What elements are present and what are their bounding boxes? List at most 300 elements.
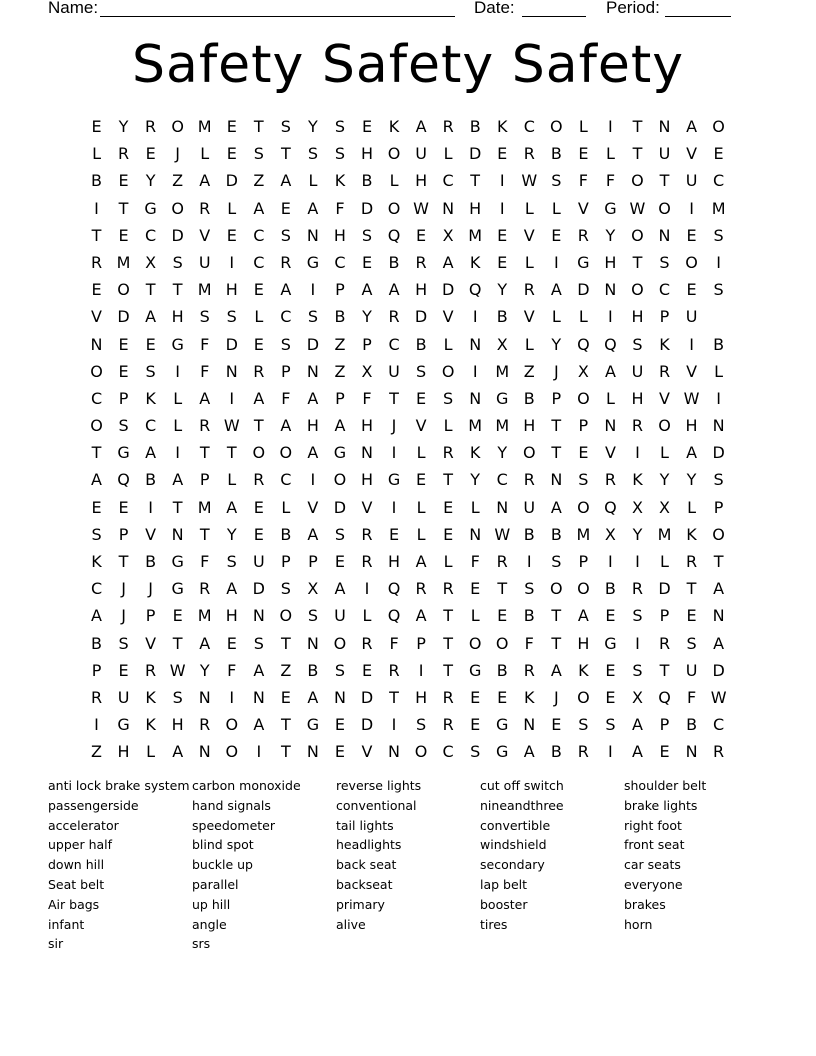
- grid-letter[interactable]: D: [712, 443, 725, 463]
- grid-letter[interactable]: J: [553, 687, 559, 707]
- grid-letter[interactable]: T: [226, 443, 237, 463]
- grid-letter[interactable]: S: [713, 280, 724, 300]
- grid-letter[interactable]: T: [91, 443, 102, 463]
- grid-letter[interactable]: T: [443, 470, 454, 490]
- grid-letter[interactable]: G: [117, 443, 130, 463]
- grid-letter[interactable]: E: [118, 497, 129, 517]
- grid-letter[interactable]: S: [334, 660, 346, 680]
- grid-letter[interactable]: H: [171, 307, 184, 327]
- grid-letter[interactable]: S: [713, 470, 724, 490]
- grid-letter[interactable]: T: [632, 144, 643, 164]
- grid-letter[interactable]: G: [333, 443, 347, 463]
- grid-letter[interactable]: D: [577, 280, 590, 300]
- grid-letter[interactable]: K: [469, 443, 481, 463]
- grid-letter[interactable]: R: [118, 144, 130, 164]
- grid-letter[interactable]: B: [91, 171, 103, 191]
- grid-letter[interactable]: H: [360, 470, 373, 490]
- grid-letter[interactable]: U: [388, 361, 400, 381]
- grid-letter[interactable]: V: [577, 198, 589, 218]
- grid-letter[interactable]: L: [416, 524, 426, 544]
- grid-letter[interactable]: N: [712, 416, 725, 436]
- grid-letter[interactable]: E: [470, 579, 481, 599]
- grid-letter[interactable]: C: [658, 280, 671, 300]
- grid-letter[interactable]: T: [470, 171, 481, 191]
- grid-letter[interactable]: S: [713, 225, 724, 245]
- grid-letter[interactable]: F: [686, 687, 697, 707]
- grid-letter[interactable]: D: [441, 280, 455, 300]
- grid-letter[interactable]: O: [712, 117, 725, 136]
- grid-letter[interactable]: B: [91, 633, 103, 653]
- grid-letter[interactable]: F: [227, 660, 237, 680]
- grid-letter[interactable]: P: [659, 715, 670, 735]
- grid-letter[interactable]: I: [148, 497, 153, 517]
- grid-letter[interactable]: G: [496, 715, 509, 735]
- grid-letter[interactable]: Q: [387, 225, 401, 245]
- grid-letter[interactable]: E: [91, 117, 102, 136]
- grid-letter[interactable]: H: [360, 144, 373, 164]
- grid-letter[interactable]: S: [307, 144, 318, 164]
- grid-letter[interactable]: O: [495, 633, 509, 653]
- grid-letter[interactable]: O: [441, 361, 455, 381]
- grid-letter[interactable]: S: [199, 307, 210, 327]
- grid-letter[interactable]: E: [686, 225, 697, 245]
- grid-letter[interactable]: S: [145, 361, 156, 381]
- grid-letter[interactable]: E: [551, 225, 562, 245]
- grid-letter[interactable]: T: [172, 633, 183, 653]
- grid-letter[interactable]: A: [686, 443, 698, 463]
- grid-letter[interactable]: Q: [387, 579, 401, 599]
- grid-letter[interactable]: C: [496, 470, 508, 490]
- grid-letter[interactable]: U: [685, 171, 698, 191]
- grid-letter[interactable]: R: [442, 117, 454, 136]
- grid-letter[interactable]: M: [468, 416, 483, 436]
- grid-letter[interactable]: Z: [334, 334, 346, 354]
- grid-letter[interactable]: H: [415, 687, 428, 707]
- grid-letter[interactable]: R: [90, 252, 103, 272]
- grid-letter[interactable]: K: [632, 470, 643, 490]
- grid-letter[interactable]: W: [223, 416, 240, 436]
- grid-letter[interactable]: H: [604, 252, 617, 272]
- grid-letter[interactable]: O: [171, 198, 184, 218]
- date-field[interactable]: [522, 0, 586, 17]
- grid-letter[interactable]: S: [118, 416, 129, 436]
- grid-letter[interactable]: R: [442, 579, 454, 599]
- grid-letter[interactable]: Y: [632, 524, 643, 544]
- grid-letter[interactable]: B: [388, 252, 400, 272]
- grid-letter[interactable]: D: [414, 307, 428, 327]
- grid-letter[interactable]: T: [118, 552, 129, 571]
- grid-letter[interactable]: H: [225, 606, 238, 626]
- grid-letter[interactable]: V: [604, 443, 616, 463]
- grid-letter[interactable]: K: [145, 388, 156, 408]
- grid-letter[interactable]: E: [416, 225, 427, 245]
- grid-letter[interactable]: O: [468, 633, 482, 653]
- grid-letter[interactable]: M: [197, 117, 212, 136]
- grid-letter[interactable]: O: [550, 117, 563, 136]
- grid-letter[interactable]: N: [469, 388, 482, 408]
- grid-letter[interactable]: O: [577, 497, 590, 517]
- grid-letter[interactable]: H: [469, 198, 482, 218]
- grid-letter[interactable]: G: [468, 660, 482, 680]
- grid-letter[interactable]: R: [199, 198, 211, 218]
- grid-letter[interactable]: I: [94, 715, 99, 735]
- grid-letter[interactable]: N: [604, 280, 617, 300]
- grid-letter[interactable]: R: [631, 579, 644, 599]
- grid-letter[interactable]: G: [604, 633, 617, 653]
- grid-letter[interactable]: F: [470, 552, 480, 571]
- grid-letter[interactable]: A: [280, 280, 292, 300]
- grid-letter[interactable]: F: [335, 198, 345, 218]
- grid-letter[interactable]: E: [253, 280, 264, 300]
- grid-letter[interactable]: R: [604, 470, 616, 490]
- grid-letter[interactable]: A: [91, 470, 102, 490]
- grid-letter[interactable]: S: [172, 687, 183, 707]
- grid-letter[interactable]: T: [686, 579, 697, 599]
- grid-letter[interactable]: I: [635, 633, 640, 653]
- grid-letter[interactable]: E: [226, 633, 237, 653]
- grid-letter[interactable]: D: [360, 687, 374, 707]
- grid-letter[interactable]: K: [686, 524, 697, 544]
- grid-letter[interactable]: I: [391, 715, 397, 735]
- grid-letter[interactable]: A: [145, 307, 157, 327]
- grid-letter[interactable]: M: [197, 280, 212, 300]
- grid-letter[interactable]: I: [499, 198, 505, 218]
- grid-letter[interactable]: F: [578, 171, 588, 191]
- grid-letter[interactable]: L: [254, 307, 264, 327]
- grid-letter[interactable]: C: [280, 307, 292, 327]
- grid-letter[interactable]: A: [686, 117, 698, 136]
- grid-letter[interactable]: P: [551, 388, 562, 408]
- grid-letter[interactable]: A: [307, 198, 319, 218]
- grid-letter[interactable]: I: [175, 443, 181, 463]
- grid-letter[interactable]: C: [90, 388, 103, 408]
- grid-letter[interactable]: N: [658, 117, 671, 136]
- grid-letter[interactable]: L: [714, 361, 724, 381]
- grid-letter[interactable]: T: [172, 280, 183, 300]
- grid-letter[interactable]: N: [171, 524, 184, 544]
- grid-letter[interactable]: L: [551, 307, 561, 327]
- grid-letter[interactable]: H: [577, 633, 590, 653]
- grid-letter[interactable]: O: [333, 633, 347, 653]
- grid-letter[interactable]: D: [225, 334, 238, 354]
- grid-letter[interactable]: R: [415, 252, 427, 272]
- grid-letter[interactable]: C: [713, 715, 725, 735]
- grid-letter[interactable]: B: [415, 334, 427, 354]
- grid-letter[interactable]: N: [252, 606, 265, 626]
- grid-letter[interactable]: S: [226, 307, 237, 327]
- grid-letter[interactable]: L: [227, 470, 237, 490]
- grid-letter[interactable]: Y: [199, 660, 210, 680]
- grid-letter[interactable]: D: [333, 497, 347, 517]
- grid-letter[interactable]: A: [145, 443, 157, 463]
- grid-letter[interactable]: O: [712, 524, 725, 544]
- grid-letter[interactable]: X: [631, 687, 643, 707]
- grid-letter[interactable]: P: [335, 388, 345, 408]
- grid-letter[interactable]: K: [659, 334, 670, 354]
- grid-letter[interactable]: M: [657, 524, 672, 544]
- grid-letter[interactable]: E: [713, 144, 724, 164]
- grid-letter[interactable]: N: [685, 742, 698, 762]
- grid-letter[interactable]: I: [229, 687, 235, 707]
- grid-letter[interactable]: O: [631, 280, 644, 300]
- grid-letter[interactable]: O: [685, 252, 698, 272]
- grid-letter[interactable]: O: [658, 198, 671, 218]
- grid-letter[interactable]: T: [280, 144, 291, 164]
- grid-letter[interactable]: D: [117, 307, 130, 327]
- grid-letter[interactable]: E: [361, 252, 373, 272]
- grid-letter[interactable]: O: [577, 687, 590, 707]
- grid-letter[interactable]: W: [413, 198, 429, 218]
- grid-letter[interactable]: O: [279, 443, 293, 463]
- grid-letter[interactable]: R: [199, 715, 211, 735]
- grid-letter[interactable]: V: [91, 307, 102, 327]
- grid-letter[interactable]: L: [524, 252, 534, 272]
- grid-letter[interactable]: S: [118, 633, 129, 653]
- grid-letter[interactable]: K: [388, 117, 400, 136]
- grid-letter[interactable]: U: [685, 307, 698, 327]
- grid-letter[interactable]: R: [523, 144, 535, 164]
- grid-letter[interactable]: N: [361, 443, 373, 463]
- grid-letter[interactable]: D: [360, 715, 374, 735]
- grid-letter[interactable]: M: [576, 524, 591, 544]
- grid-letter[interactable]: G: [306, 715, 320, 735]
- grid-letter[interactable]: A: [577, 606, 589, 626]
- grid-letter[interactable]: Y: [686, 470, 697, 490]
- grid-letter[interactable]: M: [711, 198, 726, 218]
- grid-letter[interactable]: J: [553, 361, 559, 381]
- grid-letter[interactable]: T: [551, 606, 562, 626]
- grid-letter[interactable]: E: [253, 497, 264, 517]
- grid-letter[interactable]: E: [578, 443, 589, 463]
- grid-letter[interactable]: R: [658, 361, 671, 381]
- grid-letter[interactable]: Y: [659, 470, 670, 490]
- grid-letter[interactable]: P: [416, 633, 426, 653]
- grid-letter[interactable]: I: [635, 443, 640, 463]
- grid-letter[interactable]: E: [443, 497, 454, 517]
- grid-letter[interactable]: E: [497, 252, 508, 272]
- grid-letter[interactable]: Y: [497, 443, 508, 463]
- grid-letter[interactable]: B: [496, 307, 508, 327]
- grid-letter[interactable]: P: [578, 552, 589, 571]
- grid-letter[interactable]: G: [171, 552, 184, 571]
- grid-letter[interactable]: V: [659, 388, 670, 408]
- grid-letter[interactable]: R: [90, 687, 103, 707]
- grid-letter[interactable]: A: [713, 579, 725, 599]
- grid-letter[interactable]: P: [199, 470, 210, 490]
- grid-letter[interactable]: X: [442, 225, 454, 245]
- grid-letter[interactable]: A: [713, 633, 725, 653]
- grid-letter[interactable]: M: [495, 416, 510, 436]
- grid-letter[interactable]: A: [604, 361, 616, 381]
- grid-letter[interactable]: P: [118, 524, 129, 544]
- grid-letter[interactable]: T: [443, 660, 454, 680]
- grid-letter[interactable]: T: [253, 416, 264, 436]
- grid-letter[interactable]: A: [226, 579, 238, 599]
- grid-letter[interactable]: R: [658, 633, 671, 653]
- grid-letter[interactable]: L: [687, 497, 697, 517]
- grid-letter[interactable]: E: [118, 171, 129, 191]
- grid-letter[interactable]: H: [117, 742, 130, 762]
- grid-letter[interactable]: R: [253, 361, 265, 381]
- grid-letter[interactable]: H: [333, 225, 346, 245]
- grid-letter[interactable]: W: [710, 687, 727, 707]
- grid-letter[interactable]: F: [362, 388, 372, 408]
- grid-letter[interactable]: I: [418, 660, 424, 680]
- grid-letter[interactable]: W: [521, 171, 538, 191]
- grid-letter[interactable]: S: [280, 117, 291, 136]
- grid-letter[interactable]: R: [523, 280, 535, 300]
- grid-letter[interactable]: A: [253, 660, 265, 680]
- grid-letter[interactable]: E: [497, 606, 508, 626]
- grid-letter[interactable]: T: [280, 633, 291, 653]
- grid-letter[interactable]: L: [578, 307, 588, 327]
- grid-letter[interactable]: L: [389, 171, 399, 191]
- grid-letter[interactable]: N: [469, 334, 482, 354]
- grid-letter[interactable]: I: [689, 334, 694, 354]
- grid-letter[interactable]: I: [94, 198, 99, 218]
- grid-letter[interactable]: K: [91, 552, 102, 571]
- grid-letter[interactable]: S: [280, 579, 291, 599]
- grid-letter[interactable]: J: [121, 606, 126, 626]
- grid-letter[interactable]: I: [608, 117, 613, 136]
- grid-letter[interactable]: E: [497, 687, 508, 707]
- grid-letter[interactable]: S: [551, 171, 562, 191]
- grid-letter[interactable]: Z: [523, 361, 535, 381]
- grid-letter[interactable]: A: [307, 524, 319, 544]
- grid-letter[interactable]: D: [252, 579, 265, 599]
- grid-letter[interactable]: R: [442, 443, 454, 463]
- grid-letter[interactable]: O: [279, 606, 293, 626]
- grid-letter[interactable]: P: [659, 606, 670, 626]
- grid-letter[interactable]: U: [631, 361, 644, 381]
- grid-letter[interactable]: H: [415, 171, 428, 191]
- grid-letter[interactable]: V: [145, 524, 157, 544]
- grid-letter[interactable]: O: [225, 742, 239, 762]
- grid-letter[interactable]: Z: [280, 660, 292, 680]
- grid-letter[interactable]: B: [550, 742, 562, 762]
- grid-letter[interactable]: O: [171, 117, 184, 136]
- grid-letter[interactable]: O: [225, 715, 239, 735]
- grid-letter[interactable]: F: [200, 552, 210, 571]
- grid-letter[interactable]: E: [91, 280, 102, 300]
- grid-letter[interactable]: G: [171, 579, 184, 599]
- grid-letter[interactable]: A: [550, 280, 562, 300]
- grid-letter[interactable]: T: [551, 416, 562, 436]
- grid-letter[interactable]: A: [631, 715, 643, 735]
- grid-letter[interactable]: I: [553, 252, 559, 272]
- grid-letter[interactable]: L: [200, 144, 210, 164]
- grid-letter[interactable]: B: [145, 470, 157, 490]
- grid-letter[interactable]: B: [145, 552, 157, 571]
- grid-letter[interactable]: D: [225, 171, 238, 191]
- grid-letter[interactable]: O: [522, 443, 536, 463]
- grid-letter[interactable]: N: [225, 361, 238, 381]
- grid-letter[interactable]: W: [629, 198, 646, 218]
- grid-letter[interactable]: Q: [117, 470, 130, 490]
- grid-letter[interactable]: E: [497, 225, 508, 245]
- grid-letter[interactable]: B: [361, 171, 373, 191]
- grid-letter[interactable]: I: [256, 742, 262, 762]
- grid-letter[interactable]: D: [469, 144, 482, 164]
- grid-letter[interactable]: E: [226, 117, 237, 136]
- grid-letter[interactable]: I: [635, 552, 640, 571]
- grid-letter[interactable]: E: [361, 660, 373, 680]
- grid-letter[interactable]: S: [551, 552, 562, 571]
- period-field[interactable]: [665, 0, 731, 17]
- grid-letter[interactable]: X: [361, 361, 373, 381]
- grid-letter[interactable]: R: [577, 225, 589, 245]
- grid-letter[interactable]: T: [389, 388, 399, 408]
- grid-letter[interactable]: B: [550, 144, 562, 164]
- grid-letter[interactable]: L: [281, 497, 291, 517]
- grid-letter[interactable]: I: [310, 470, 316, 490]
- grid-letter[interactable]: Q: [468, 280, 482, 300]
- grid-letter[interactable]: B: [713, 334, 725, 354]
- grid-letter[interactable]: Y: [605, 225, 616, 245]
- grid-letter[interactable]: Q: [577, 334, 590, 354]
- grid-letter[interactable]: N: [388, 742, 401, 762]
- grid-letter[interactable]: E: [659, 742, 670, 762]
- grid-letter[interactable]: G: [604, 198, 617, 218]
- grid-letter[interactable]: E: [578, 144, 589, 164]
- grid-letter[interactable]: C: [280, 470, 292, 490]
- grid-letter[interactable]: Y: [362, 307, 372, 327]
- grid-letter[interactable]: T: [497, 579, 508, 599]
- grid-letter[interactable]: H: [415, 280, 428, 300]
- grid-letter[interactable]: P: [308, 552, 318, 571]
- grid-letter[interactable]: R: [713, 742, 725, 762]
- grid-letter[interactable]: V: [442, 307, 454, 327]
- grid-letter[interactable]: K: [145, 715, 156, 735]
- grid-letter[interactable]: V: [361, 497, 373, 517]
- grid-letter[interactable]: G: [306, 252, 320, 272]
- grid-letter[interactable]: E: [334, 552, 345, 571]
- grid-letter[interactable]: I: [499, 171, 505, 191]
- grid-letter[interactable]: P: [659, 307, 670, 327]
- grid-letter[interactable]: A: [307, 687, 319, 707]
- grid-letter[interactable]: E: [551, 715, 562, 735]
- grid-letter[interactable]: K: [334, 171, 346, 191]
- grid-letter[interactable]: E: [470, 687, 481, 707]
- grid-letter[interactable]: J: [148, 579, 153, 599]
- grid-letter[interactable]: Q: [387, 606, 401, 626]
- grid-letter[interactable]: E: [605, 606, 616, 626]
- grid-letter[interactable]: T: [659, 660, 670, 680]
- grid-letter[interactable]: U: [198, 252, 211, 272]
- grid-letter[interactable]: R: [253, 470, 265, 490]
- grid-letter[interactable]: S: [91, 524, 102, 544]
- grid-letter[interactable]: S: [632, 660, 643, 680]
- grid-letter[interactable]: B: [334, 307, 346, 327]
- grid-letter[interactable]: E: [605, 687, 616, 707]
- grid-letter[interactable]: Z: [172, 171, 184, 191]
- grid-letter[interactable]: T: [659, 171, 670, 191]
- grid-letter[interactable]: V: [361, 742, 373, 762]
- grid-letter[interactable]: R: [523, 470, 535, 490]
- grid-letter[interactable]: A: [199, 171, 211, 191]
- grid-letter[interactable]: N: [306, 361, 319, 381]
- grid-letter[interactable]: V: [199, 225, 211, 245]
- grid-letter[interactable]: Y: [226, 524, 237, 544]
- grid-letter[interactable]: A: [415, 552, 427, 571]
- grid-letter[interactable]: T: [443, 633, 454, 653]
- grid-letter[interactable]: G: [117, 715, 130, 735]
- grid-letter[interactable]: X: [604, 524, 616, 544]
- grid-letter[interactable]: H: [631, 307, 644, 327]
- grid-letter[interactable]: C: [442, 742, 454, 762]
- grid-letter[interactable]: I: [716, 252, 721, 272]
- grid-letter[interactable]: E: [118, 334, 129, 354]
